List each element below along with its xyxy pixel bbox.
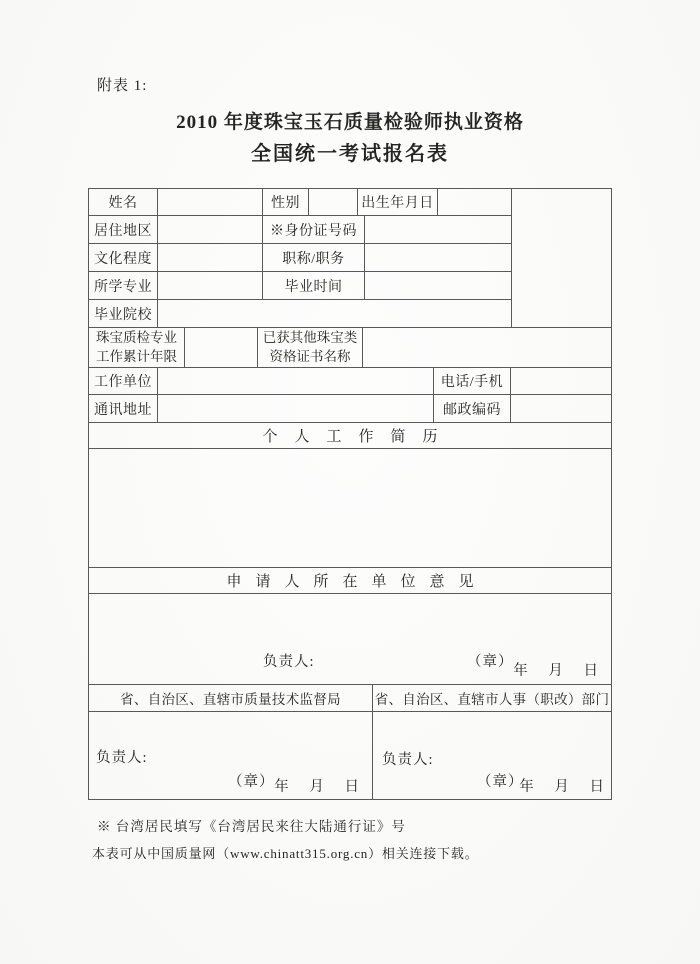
postcode-value-cell — [511, 395, 611, 422]
name-label: 姓名 — [89, 189, 158, 215]
employer-opinion-box — [89, 594, 611, 685]
other-certificates-label: 已获其他珠宝类 资格证书名称 — [258, 328, 363, 367]
address-label: 通讯地址 — [89, 395, 158, 422]
department-header-row — [89, 685, 611, 712]
jewelry-qc-years-label: 珠宝质检专业 工作累计年限 — [89, 328, 185, 367]
major-value-cell — [158, 272, 263, 299]
right-seal-label: （章） — [477, 774, 524, 790]
graduation-time-label: 毕业时间 — [263, 272, 365, 299]
graduation-time-value-cell — [365, 272, 511, 299]
residence-value-cell — [158, 216, 263, 243]
opinion-responsible-label: 负责人: — [263, 654, 315, 670]
birthdate-label: 出生年月日 — [358, 189, 438, 215]
left-date-label: 年 月 日 — [274, 779, 360, 795]
personnel-dept-sign-box — [373, 712, 611, 799]
annex-label: 附表 1: — [97, 78, 148, 94]
education-label: 文化程度 — [89, 244, 158, 271]
postcode-label: 邮政编码 — [434, 395, 511, 422]
registration-form-table — [88, 188, 612, 800]
right-responsible-label: 负责人: — [382, 752, 434, 768]
jewelry-qc-years-value-cell — [185, 328, 258, 367]
form-title-line1: 2010 年度珠宝玉石质量检验师执业资格 — [176, 112, 524, 133]
school-label: 毕业院校 — [89, 300, 158, 327]
right-date-label: 年 月 日 — [519, 779, 605, 795]
birthdate-value-cell — [438, 189, 511, 215]
school-value-cell — [158, 300, 511, 327]
photo-box — [511, 189, 611, 327]
personal-info-block — [89, 189, 611, 328]
experience-row — [89, 328, 611, 368]
quality-bureau-sign-box — [89, 712, 373, 799]
employer-opinion-header: 申请人所在单位意见 — [89, 568, 611, 594]
resume-section-header: 个人工作简历 — [89, 423, 611, 449]
residence-label: 居住地区 — [89, 216, 158, 243]
education-value-cell — [158, 244, 263, 271]
employer-value-cell — [158, 368, 434, 394]
personnel-dept-header: 省、自治区、直辖市人事（职改）部门 — [374, 692, 610, 707]
download-source-footnote: 本表可从中国质量网（www.chinatt315.org.cn）相关连接下载。 — [92, 846, 479, 861]
opinion-seal-label: （章） — [467, 654, 514, 670]
other-certificates-value-cell — [363, 328, 611, 367]
taiwan-residents-footnote: ※ 台湾居民填写《台湾居民来往大陆通行证》号 — [97, 819, 406, 834]
gender-label: 性别 — [263, 189, 309, 215]
name-value-cell — [158, 189, 263, 215]
left-seal-label: （章） — [228, 774, 275, 790]
address-value-cell — [158, 395, 434, 422]
phone-label: 电话/手机 — [434, 368, 511, 394]
form-title-line2: 全国统一考试报名表 — [251, 143, 449, 165]
title-position-value-cell — [365, 244, 511, 271]
phone-value-cell — [511, 368, 611, 394]
employer-label: 工作单位 — [89, 368, 158, 394]
id-number-label: ※身份证号码 — [263, 216, 365, 243]
gender-value-cell — [309, 189, 358, 215]
address-row — [89, 395, 611, 423]
left-responsible-label: 负责人: — [96, 750, 148, 766]
id-number-value-cell — [365, 216, 511, 243]
opinion-date-label: 年 月 日 — [513, 663, 599, 679]
department-signature-row — [89, 712, 611, 799]
resume-content-area — [89, 449, 611, 568]
major-label: 所学专业 — [89, 272, 158, 299]
employer-row — [89, 368, 611, 395]
quality-bureau-header: 省、自治区、直辖市质量技术监督局 — [89, 685, 373, 711]
title-position-label: 职称/职务 — [263, 244, 365, 271]
